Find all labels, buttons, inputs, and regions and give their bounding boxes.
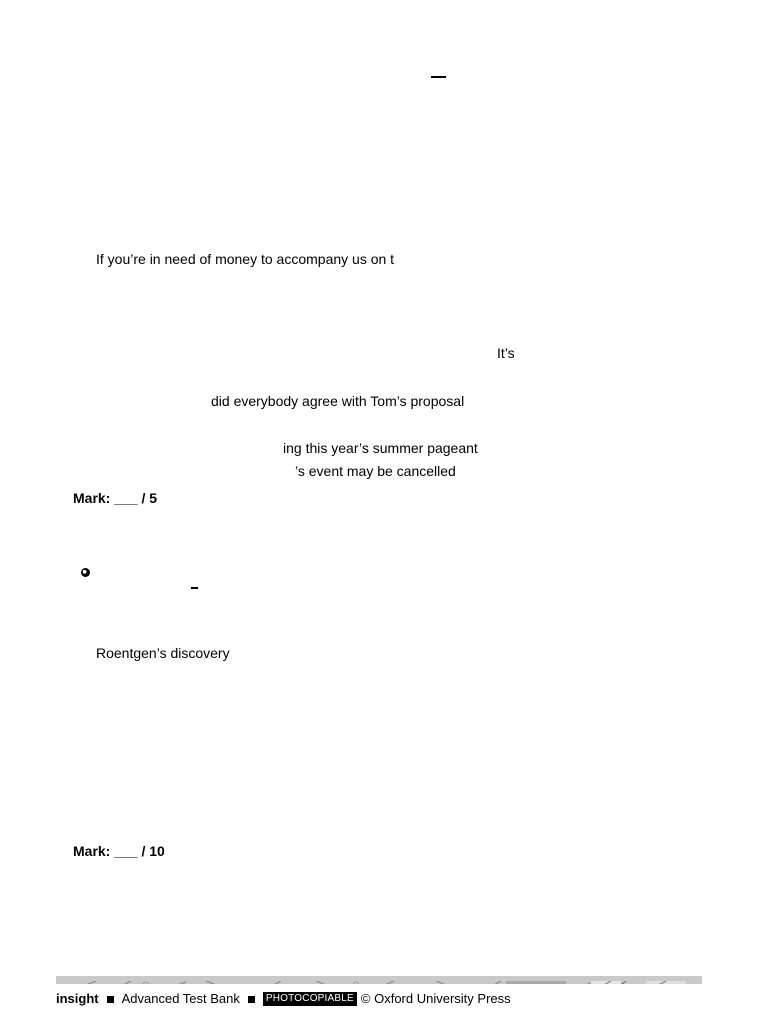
dash-mark-mid	[191, 587, 198, 589]
dash-mark-top	[431, 76, 446, 78]
text-fragment-cancelled: ’s event may be cancelled	[295, 463, 456, 479]
footer-brand: insight	[56, 991, 99, 1006]
text-fragment-its: It’s	[497, 345, 515, 361]
square-separator-icon	[248, 996, 255, 1003]
text-fragment-money: If you’re in need of money to accompany us on t	[96, 251, 395, 267]
photocopiable-badge: PHOTOCOPIABLE	[263, 992, 357, 1006]
text-fragment-roentgen: Roentgen’s discovery	[96, 645, 230, 661]
footer-pattern-icon	[56, 981, 702, 984]
mark-score-10: Mark: ___ / 10	[73, 843, 165, 859]
bullet-icon	[80, 567, 91, 578]
footer	[56, 990, 511, 1008]
text-fragment-pageant: ing this year’s summer pageant	[283, 440, 478, 456]
mark-score-5: Mark: ___ / 5	[73, 490, 158, 506]
footer-copyright: © Oxford University Press	[360, 991, 511, 1006]
text-fragment-proposal: did everybody agree with Tom’s proposal	[211, 393, 465, 409]
square-separator-icon	[107, 996, 114, 1003]
footer-decorative-band	[56, 976, 702, 984]
footer-product: Advanced Test Bank	[121, 991, 240, 1006]
